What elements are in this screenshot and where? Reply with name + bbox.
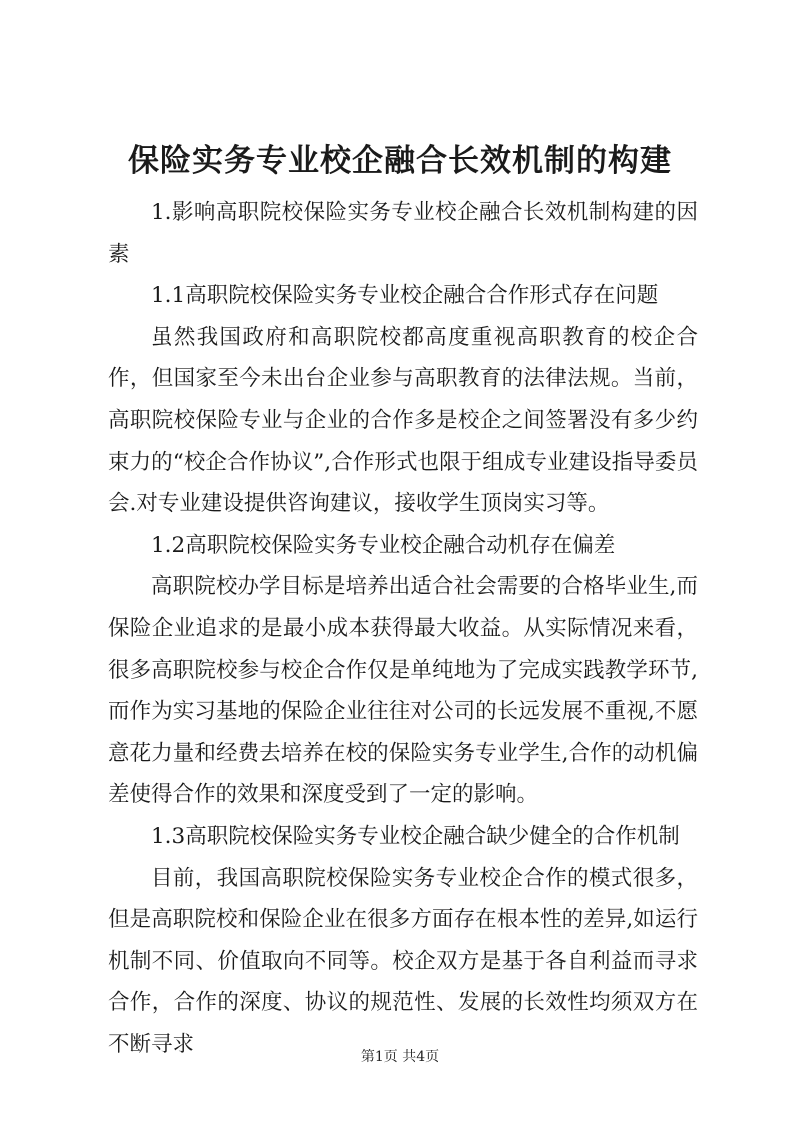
- body-paragraph: 高职院校办学目标是培养出适合社会需要的合格毕业生,而保险企业追求的是最小成本获得最大收益。从实际情况来看，很多高职院校参与校企合作仅是单纯地为了完成实践教学环节,而作为实习基地的保险企业往往对公司的长远发展不重视,不愿意花力量和经费去培养在校的保险实务专业学生,合作的动机偏差使得合作的效果和深度受到了一定的影响。: [108, 574, 698, 808]
- document-title: 保险实务专业校企融合长效机制的构建: [128, 143, 672, 179]
- section-heading-1: 1.影响高职院校保险实务专业校企融合长效机制构建的因素: [108, 200, 698, 267]
- body-paragraph: 目前，我国高职院校保险实务专业校企合作的模式很多，但是高职院校和保险企业在很多方面存在根本性的差异,如运行机制不同、价值取向不同等。校企双方是基于各自利益而寻求合作，合作的深度、协议的规范性、发展的长效性均须双方在不断寻求: [108, 865, 698, 1057]
- section-heading-1-2: 1.2高职院校保险实务专业校企融合动机存在偏差: [151, 532, 616, 558]
- document-body: [108, 192, 698, 1065]
- section-heading-1-1: 1.1高职院校保险实务专业校企融合合作形式存在问题: [151, 283, 659, 309]
- page-footer: 第1页 共4页: [360, 1049, 440, 1065]
- body-paragraph: 虽然我国政府和高职院校都高度重视高职教育的校企合作，但国家至今未出台企业参与高职教育的法律法规。当前，高职院校保险专业与企业的合作多是校企之间签署没有多少约束力的“校企合作协议”,合作形式也限于组成专业建设指导委员会.对专业建设提供咨询建议，接收学生顶岗实习等。: [108, 324, 698, 517]
- section-heading-1-3: 1.3高职院校保险实务专业校企融合缺少健全的合作机制: [151, 823, 680, 849]
